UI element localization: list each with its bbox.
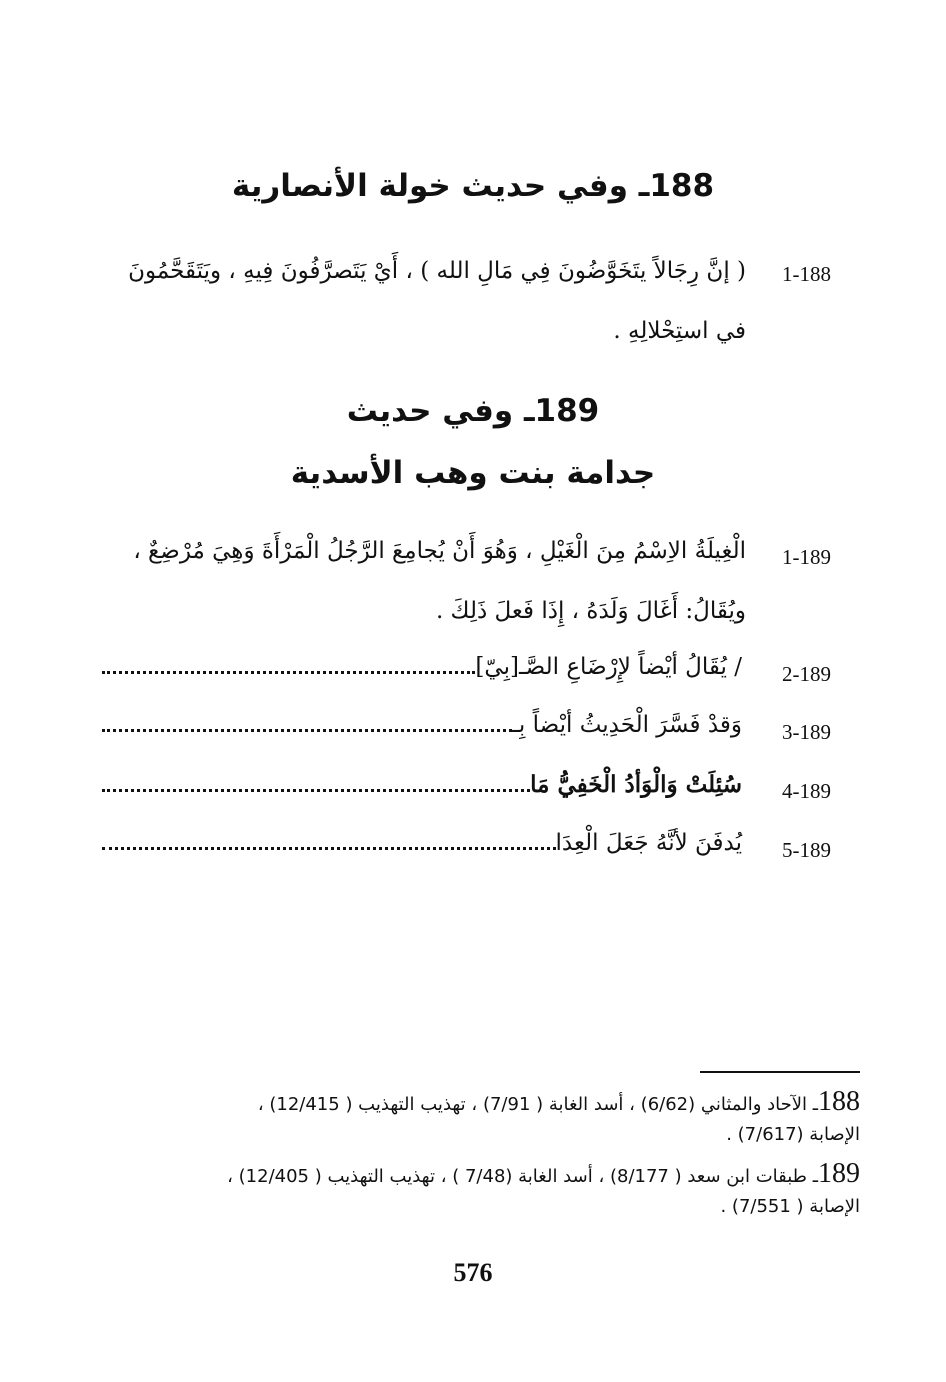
entry-dotted-line <box>102 830 742 856</box>
entry-dotted-line <box>102 771 742 798</box>
entry-dotted-line <box>102 654 742 680</box>
footnote-189-line2: الإصابة ( 7/551) . <box>720 1196 860 1217</box>
entry-dotted-line <box>102 712 742 738</box>
footnote-text: ـ الآحاد والمثاني (6/62) ، أسد الغابة ( 7/91) ، تهذيب التهذيب ( 12/415) ، <box>257 1094 818 1115</box>
entry-text: وَقدْ فَسَّرَ الْحَدِيثُ أيْضاً بِـ <box>512 712 742 738</box>
entry-number: 1-188 <box>782 262 831 286</box>
dotted-leader <box>102 729 512 732</box>
entry-text-line: ويُقَالُ: أَغَالَ وَلَدَهُ ، إِذَا فَعلَ ذَلِكَ . <box>435 598 746 624</box>
footnote-number: 189 <box>818 1158 860 1189</box>
entry-text-line: الْغِيلَةُ الاِسْمُ مِنَ الْغَيْلِ ، وَهُوَ أَنْ يُجامِعَ الرَّجُلُ الْمَرْأَةَ وَهِيَ مُرْضِعٌ ، <box>133 538 746 564</box>
page-number: 576 <box>453 1258 493 1287</box>
entry-number: 3-189 <box>782 720 831 744</box>
entry-number: 4-189 <box>782 779 831 803</box>
footnote-188-line2: الإصابة (7/617) . <box>726 1124 860 1145</box>
entry-text: يُدفَنَ لأنَّهُ جَعَلَ الْعِدَا <box>555 830 742 856</box>
entry-text: سُئِلَتْ وَالْوَأدُ الْخَفِيُّ مَا <box>530 771 742 798</box>
footnote-text: ـ طبقات ابن سعد ( 8/177) ، أسد الغابة (7/48 ) ، تهذيب التهذيب ( 12/405) ، <box>227 1166 818 1187</box>
section-189-subheading: جدامة بنت وهب الأسدية <box>290 455 656 491</box>
footnote-188-line1 <box>258 1086 860 1118</box>
footnote-189-line1 <box>227 1158 860 1190</box>
entry-text-line: ( إنَّ رِجَالاً يتَخَوَّضُونَ فِي مَالِ الله ) ، أَيْ يَتَصرَّفُونَ فِيهِ ، ويَتَقَحَّمُونَ <box>128 258 746 284</box>
dotted-leader <box>102 671 475 674</box>
entry-text-line: في استِحْلالِهِ . <box>613 318 746 344</box>
entry-text: / يُقَالُ أيْضاً لإِرْضَاعِ الصَّـ[بِيّ] <box>475 654 742 680</box>
section-188-heading: 188ـ وفي حديث خولة الأنصارية <box>231 168 715 204</box>
footnote-separator <box>700 1071 860 1073</box>
dotted-leader <box>102 847 556 850</box>
dotted-leader <box>102 789 530 792</box>
entry-number: 2-189 <box>782 662 831 686</box>
footnote-number: 188 <box>818 1086 860 1117</box>
section-189-heading: 189ـ وفي حديث <box>346 393 600 429</box>
entry-number: 5-189 <box>782 838 831 862</box>
entry-number: 1-189 <box>782 545 831 569</box>
